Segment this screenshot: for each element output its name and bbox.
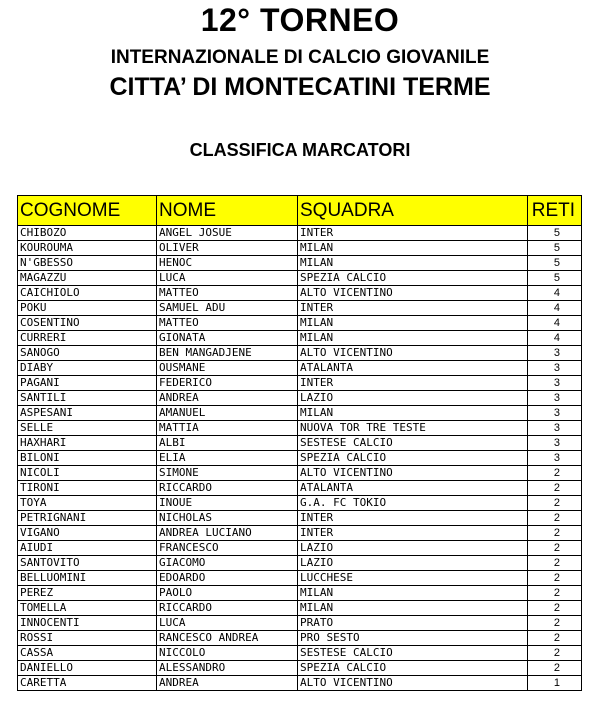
table-row <box>18 556 582 571</box>
surname-cell: CARETTA <box>18 676 157 691</box>
table-row <box>18 406 582 421</box>
first-name-cell: MATTEO <box>157 286 298 301</box>
table-row <box>18 271 582 286</box>
table-row <box>18 331 582 346</box>
goals-cell: 2 <box>528 526 582 541</box>
table-row <box>18 526 582 541</box>
goals-cell: 2 <box>528 616 582 631</box>
first-name-cell: FRANCESCO <box>157 541 298 556</box>
team-cell: PRO SESTO <box>298 631 528 646</box>
tournament-city: CITTA’ DI MONTECATINI TERME <box>109 73 491 101</box>
goals-cell: 3 <box>528 361 582 376</box>
team-cell: LAZIO <box>298 391 528 406</box>
team-cell: MILAN <box>298 316 528 331</box>
surname-cell: COSENTINO <box>18 316 157 331</box>
column-header-team: SQUADRA <box>298 196 528 226</box>
first-name-cell: FEDERICO <box>157 376 298 391</box>
team-cell: INTER <box>298 301 528 316</box>
team-cell: MILAN <box>298 256 528 271</box>
team-cell: SPEZIA CALCIO <box>298 661 528 676</box>
table-row <box>18 361 582 376</box>
surname-cell: N'GBESSO <box>18 256 157 271</box>
team-cell: MILAN <box>298 241 528 256</box>
tournament-title: 12° TORNEO <box>200 2 400 38</box>
team-cell: ATALANTA <box>298 361 528 376</box>
table-body <box>18 226 582 691</box>
surname-cell: TOMELLA <box>18 601 157 616</box>
surname-cell: DIABY <box>18 361 157 376</box>
surname-cell: CHIBOZO <box>18 226 157 241</box>
table-row <box>18 496 582 511</box>
first-name-cell: OUSMANE <box>157 361 298 376</box>
team-cell: INTER <box>298 376 528 391</box>
surname-cell: BILONI <box>18 451 157 466</box>
column-header-surname: COGNOME <box>18 196 157 226</box>
goals-cell: 1 <box>528 676 582 691</box>
first-name-cell: RICCARDO <box>157 601 298 616</box>
first-name-cell: OLIVER <box>157 241 298 256</box>
column-header-name: NOME <box>157 196 298 226</box>
goals-cell: 3 <box>528 376 582 391</box>
surname-cell: CASSA <box>18 646 157 661</box>
goals-cell: 2 <box>528 586 582 601</box>
goals-cell: 2 <box>528 646 582 661</box>
surname-cell: VIGANO <box>18 526 157 541</box>
surname-cell: POKU <box>18 301 157 316</box>
surname-cell: ASPESANI <box>18 406 157 421</box>
goals-cell: 5 <box>528 241 582 256</box>
table-row <box>18 421 582 436</box>
surname-cell: PEREZ <box>18 586 157 601</box>
first-name-cell: MATTIA <box>157 421 298 436</box>
first-name-cell: RICCARDO <box>157 481 298 496</box>
surname-cell: CAICHIOLO <box>18 286 157 301</box>
goals-cell: 3 <box>528 391 582 406</box>
first-name-cell: GIACOMO <box>157 556 298 571</box>
team-cell: G.A. FC TOKIO <box>298 496 528 511</box>
table-row <box>18 316 582 331</box>
goals-cell: 2 <box>528 511 582 526</box>
first-name-cell: SIMONE <box>157 466 298 481</box>
first-name-cell: BEN MANGADJENE <box>157 346 298 361</box>
table-row <box>18 226 582 241</box>
team-cell: PRATO <box>298 616 528 631</box>
surname-cell: ROSSI <box>18 631 157 646</box>
team-cell: SESTESE CALCIO <box>298 646 528 661</box>
table-row <box>18 391 582 406</box>
surname-cell: PAGANI <box>18 376 157 391</box>
first-name-cell: EDOARDO <box>157 571 298 586</box>
goals-cell: 4 <box>528 316 582 331</box>
first-name-cell: RANCESCO ANDREA <box>157 631 298 646</box>
goals-cell: 2 <box>528 496 582 511</box>
table-row <box>18 346 582 361</box>
surname-cell: TIRONI <box>18 481 157 496</box>
first-name-cell: INOUE <box>157 496 298 511</box>
team-cell: NUOVA TOR TRE TESTE <box>298 421 528 436</box>
first-name-cell: ANGEL JOSUE <box>157 226 298 241</box>
goals-cell: 2 <box>528 601 582 616</box>
first-name-cell: AMANUEL <box>157 406 298 421</box>
team-cell: INTER <box>298 511 528 526</box>
column-header-goals: RETI <box>528 196 582 226</box>
team-cell: ALTO VICENTINO <box>298 286 528 301</box>
surname-cell: DANIELLO <box>18 661 157 676</box>
table-row <box>18 301 582 316</box>
team-cell: LAZIO <box>298 541 528 556</box>
team-cell: LAZIO <box>298 556 528 571</box>
team-cell: MILAN <box>298 406 528 421</box>
first-name-cell: MATTEO <box>157 316 298 331</box>
first-name-cell: ANDREA <box>157 391 298 406</box>
team-cell: MILAN <box>298 331 528 346</box>
table-header-row <box>18 196 582 226</box>
table-row <box>18 286 582 301</box>
table-row <box>18 511 582 526</box>
goals-cell: 5 <box>528 226 582 241</box>
scorers-table <box>17 195 582 691</box>
tournament-subtitle: INTERNAZIONALE DI CALCIO GIOVANILE <box>110 47 490 68</box>
goals-cell: 4 <box>528 286 582 301</box>
surname-cell: INNOCENTI <box>18 616 157 631</box>
table-row <box>18 571 582 586</box>
table-row <box>18 601 582 616</box>
goals-cell: 3 <box>528 346 582 361</box>
goals-cell: 2 <box>528 556 582 571</box>
team-cell: LUCCHESE <box>298 571 528 586</box>
first-name-cell: ANDREA <box>157 676 298 691</box>
goals-cell: 2 <box>528 466 582 481</box>
surname-cell: KOUROUMA <box>18 241 157 256</box>
table-row <box>18 436 582 451</box>
team-cell: ALTO VICENTINO <box>298 466 528 481</box>
surname-cell: HAXHARI <box>18 436 157 451</box>
goals-cell: 3 <box>528 451 582 466</box>
surname-cell: SANTILI <box>18 391 157 406</box>
first-name-cell: HENOC <box>157 256 298 271</box>
goals-cell: 4 <box>528 301 582 316</box>
table-row <box>18 676 582 691</box>
goals-cell: 2 <box>528 631 582 646</box>
goals-cell: 2 <box>528 481 582 496</box>
first-name-cell: LUCA <box>157 616 298 631</box>
team-cell: ALTO VICENTINO <box>298 346 528 361</box>
table-row <box>18 661 582 676</box>
first-name-cell: NICHOLAS <box>157 511 298 526</box>
surname-cell: MAGAZZU <box>18 271 157 286</box>
table-row <box>18 481 582 496</box>
team-cell: ALTO VICENTINO <box>298 676 528 691</box>
surname-cell: SANTOVITO <box>18 556 157 571</box>
table-row <box>18 241 582 256</box>
table-row <box>18 646 582 661</box>
team-cell: SPEZIA CALCIO <box>298 271 528 286</box>
goals-cell: 2 <box>528 541 582 556</box>
first-name-cell: ALBI <box>157 436 298 451</box>
first-name-cell: GIONATA <box>157 331 298 346</box>
first-name-cell: ANDREA LUCIANO <box>157 526 298 541</box>
table-row <box>18 586 582 601</box>
goals-cell: 3 <box>528 406 582 421</box>
team-cell: INTER <box>298 526 528 541</box>
surname-cell: TOYA <box>18 496 157 511</box>
team-cell: MILAN <box>298 601 528 616</box>
goals-cell: 4 <box>528 331 582 346</box>
team-cell: INTER <box>298 226 528 241</box>
surname-cell: BELLUOMINI <box>18 571 157 586</box>
table-row <box>18 451 582 466</box>
team-cell: SESTESE CALCIO <box>298 436 528 451</box>
first-name-cell: ELIA <box>157 451 298 466</box>
team-cell: MILAN <box>298 586 528 601</box>
surname-cell: PETRIGNANI <box>18 511 157 526</box>
surname-cell: AIUDI <box>18 541 157 556</box>
surname-cell: SANOGO <box>18 346 157 361</box>
goals-cell: 2 <box>528 571 582 586</box>
surname-cell: NICOLI <box>18 466 157 481</box>
table-row <box>18 631 582 646</box>
table-row <box>18 256 582 271</box>
surname-cell: SELLE <box>18 421 157 436</box>
first-name-cell: ALESSANDRO <box>157 661 298 676</box>
team-cell: ATALANTA <box>298 481 528 496</box>
table-row <box>18 466 582 481</box>
goals-cell: 3 <box>528 436 582 451</box>
first-name-cell: PAOLO <box>157 586 298 601</box>
table-row <box>18 376 582 391</box>
surname-cell: CURRERI <box>18 331 157 346</box>
table-row <box>18 541 582 556</box>
first-name-cell: NICCOLO <box>157 646 298 661</box>
goals-cell: 5 <box>528 256 582 271</box>
section-title: CLASSIFICA MARCATORI <box>189 140 411 160</box>
table-row <box>18 616 582 631</box>
team-cell: SPEZIA CALCIO <box>298 451 528 466</box>
goals-cell: 5 <box>528 271 582 286</box>
first-name-cell: LUCA <box>157 271 298 286</box>
first-name-cell: SAMUEL ADU <box>157 301 298 316</box>
goals-cell: 2 <box>528 661 582 676</box>
goals-cell: 3 <box>528 421 582 436</box>
